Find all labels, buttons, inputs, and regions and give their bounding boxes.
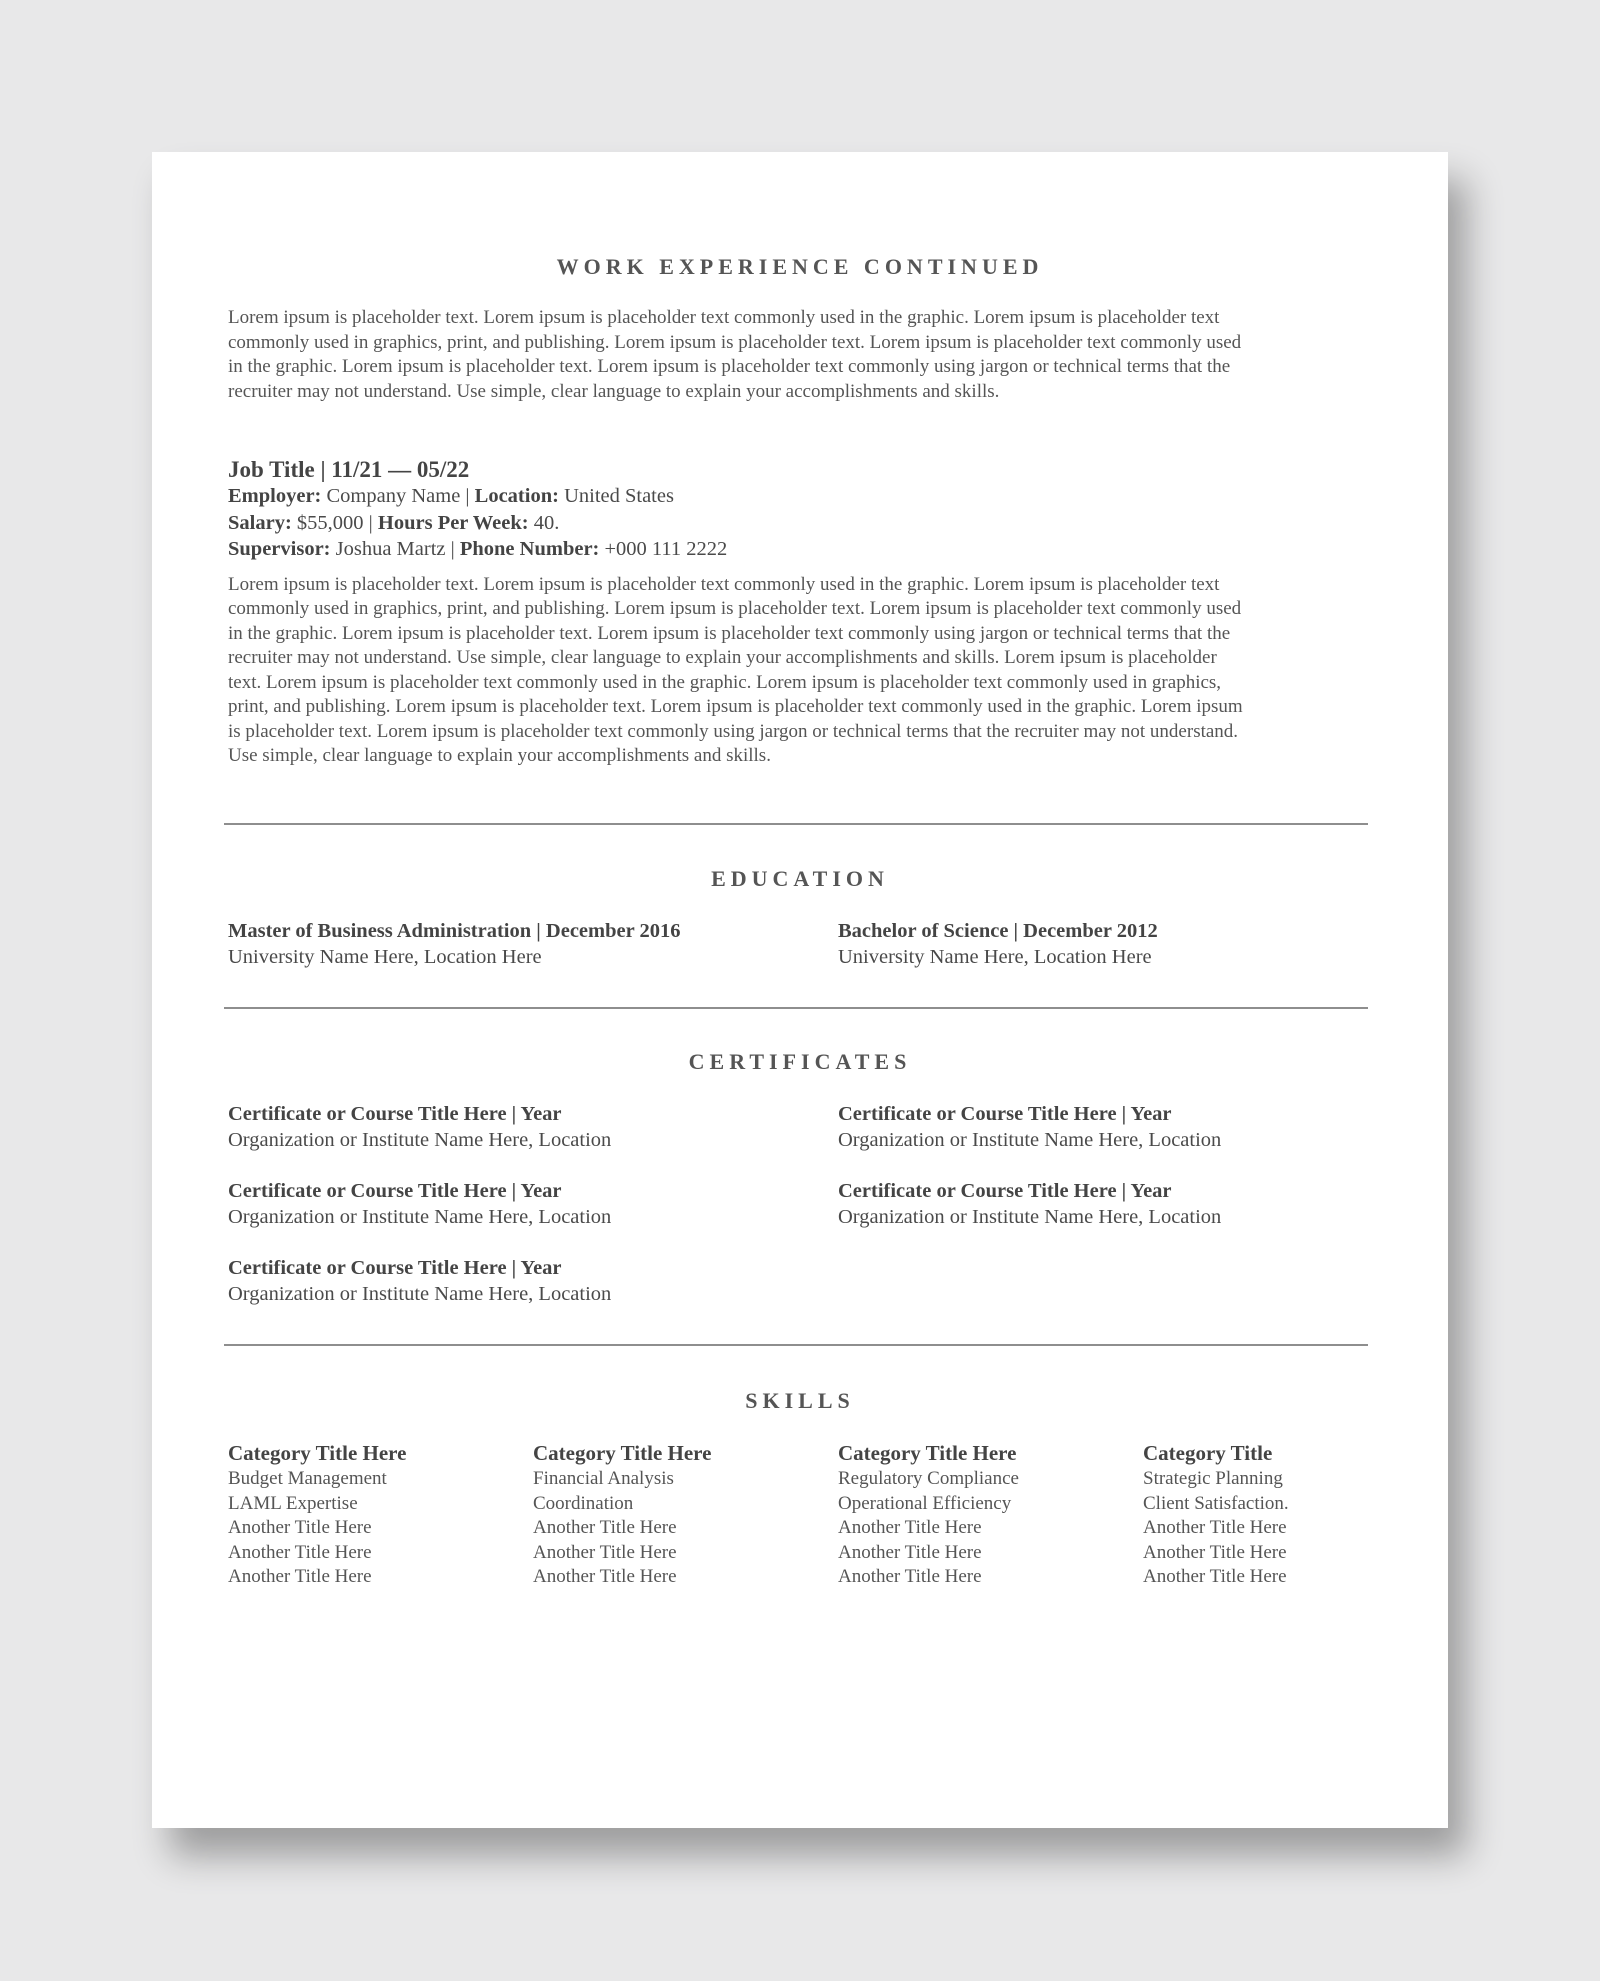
work-intro-line: Lorem ipsum is placeholder text. Lorem ipsum is placeholder text commonly used in the graphic. Lorem ipsum is placeholder text [228, 307, 1220, 328]
certificate-title: Certificate or Course Title Here | Year [838, 1180, 1172, 1202]
skill-item: Another Title Here [533, 1566, 677, 1587]
phone-value: +000 111 2222 [599, 538, 728, 560]
skill-item: Another Title Here [228, 1541, 372, 1563]
skill-item: Another Title Here [228, 1517, 372, 1538]
skill-category-title: Category Title [1143, 1441, 1273, 1465]
certificate-title: Certificate or Course Title Here | Year [838, 1103, 1172, 1125]
skills-columns [228, 1440, 1372, 1590]
salary-value: $55,000 | [291, 511, 378, 534]
certificate-entry [228, 1178, 838, 1230]
hours-label: Hours Per Week: [377, 511, 529, 534]
employer-value: Company Name | [321, 485, 475, 507]
work-intro-line: recruiter may not understand. Use simple, clear language to explain your accomplishments and skills. [228, 380, 1000, 402]
job-salary-line [228, 510, 1372, 537]
skill-category [533, 1440, 838, 1590]
certificate-entry [228, 1101, 838, 1153]
job-employer-line [228, 483, 1372, 510]
skill-category [228, 1440, 533, 1590]
certificate-org: Organization or Institute Name Here, Location [838, 1129, 1222, 1151]
university-line: University Name Here, Location Here [838, 946, 1152, 968]
skill-item: Strategic Planning [1143, 1468, 1283, 1489]
location-label: Location: [474, 485, 559, 507]
skill-item: LAML Expertise [228, 1492, 358, 1514]
work-experience-section [228, 254, 1372, 404]
skill-category-title: Category Title Here [533, 1441, 712, 1465]
divider-certificates [224, 1007, 1368, 1009]
skill-item: Financial Analysis [533, 1468, 674, 1489]
job-desc-line: Lorem ipsum is placeholder text. Lorem ipsum is placeholder text commonly used in the graphic. Lorem ipsum is placeholder text [228, 573, 1220, 595]
certificates-left-column [228, 1101, 838, 1332]
certificate-org: Organization or Institute Name Here, Location [838, 1206, 1222, 1228]
job-desc-line: print, and publishing. Lorem ipsum is placeholder text. Lorem ipsum is placeholder text commonly used in the graphic. Lorem ipsum [228, 696, 1243, 717]
skill-item: Another Title Here [1143, 1566, 1287, 1587]
job-description-paragraph [228, 573, 1372, 769]
university-line: University Name Here, Location Here [228, 946, 542, 968]
skill-item: Another Title Here [838, 1541, 982, 1563]
skill-item: Operational Efficiency [838, 1492, 1012, 1514]
certificates-section [228, 1049, 1372, 1332]
job-desc-line: in the graphic. Lorem ipsum is placeholder text. Lorem ipsum is placeholder text commonly using jargon or technical terms that the [228, 622, 1231, 644]
skill-item: Another Title Here [838, 1566, 982, 1587]
skill-item: Another Title Here [838, 1517, 982, 1538]
certificate-org: Organization or Institute Name Here, Location [228, 1283, 612, 1305]
skill-category-title: Category Title Here [228, 1441, 407, 1465]
skill-item: Regulatory Compliance [838, 1468, 1019, 1489]
skills-section [228, 1388, 1372, 1590]
job-desc-line: Use simple, clear language to explain your accomplishments and skills. [228, 745, 771, 766]
job-desc-line: recruiter may not understand. Use simple, clear language to explain your accomplishments and skills. Lorem ipsum is placeholder [228, 647, 1217, 668]
divider-skills [224, 1344, 1368, 1346]
certificates-right-column [838, 1101, 1372, 1332]
resume-page [152, 152, 1448, 1828]
location-value: United States [558, 485, 674, 507]
job-entry [228, 456, 1372, 769]
job-desc-line: is placeholder text. Lorem ipsum is placeholder text commonly using jargon or technical terms that the recruiter may not understand. [228, 720, 1239, 742]
employer-label: Employer: [228, 485, 322, 507]
degree-title: Bachelor of Science | December 2012 [838, 920, 1158, 942]
job-desc-line: text. Lorem ipsum is placeholder text commonly used in the graphic. Lorem ipsum is placeholder text commonly used in graphics, [228, 671, 1222, 693]
education-entry [228, 918, 838, 970]
skill-item: Another Title Here [533, 1541, 677, 1563]
job-title: Job Title | 11/21 — 05/22 [228, 457, 470, 482]
skill-category-title: Category Title Here [838, 1441, 1017, 1465]
skills-heading: SKILLS [745, 1388, 855, 1413]
certificates-heading: CERTIFICATES [688, 1049, 912, 1074]
certificate-title: Certificate or Course Title Here | Year [228, 1103, 562, 1125]
education-heading: EDUCATION [711, 866, 889, 891]
supervisor-value: Joshua Martz | [330, 538, 460, 560]
salary-label: Salary: [228, 511, 292, 534]
skill-item: Another Title Here [1143, 1541, 1287, 1563]
skill-item: Another Title Here [1143, 1517, 1287, 1538]
certificate-entry [838, 1178, 1372, 1230]
degree-title: Master of Business Administration | December 2016 [228, 920, 681, 942]
skill-item: Coordination [533, 1492, 634, 1514]
work-intro-paragraph [228, 306, 1372, 404]
skill-item: Another Title Here [533, 1517, 677, 1538]
skill-item: Another Title Here [228, 1566, 372, 1587]
education-section [228, 866, 1372, 970]
skill-item: Budget Management [228, 1468, 387, 1489]
work-experience-heading: WORK EXPERIENCE CONTINUED [556, 254, 1044, 279]
certificate-title: Certificate or Course Title Here | Year [228, 1180, 562, 1202]
certificate-title: Certificate or Course Title Here | Year [228, 1257, 562, 1279]
job-desc-line: commonly used in graphics, print, and publishing. Lorem ipsum is placeholder text. Lorem ipsum is placeholder text commonly used [228, 598, 1242, 619]
hours-value: 40. [528, 511, 560, 534]
skill-category [1143, 1440, 1372, 1590]
work-intro-line: in the graphic. Lorem ipsum is placeholder text. Lorem ipsum is placeholder text commonly using jargon or technical terms that the [228, 356, 1231, 377]
certificates-columns [228, 1101, 1372, 1332]
education-entry [838, 918, 1372, 970]
skill-category [838, 1440, 1143, 1590]
divider-education [224, 823, 1368, 825]
job-supervisor-line [228, 536, 1372, 563]
certificate-entry [228, 1255, 838, 1307]
work-intro-line: commonly used in graphics, print, and publishing. Lorem ipsum is placeholder text. Lorem ipsum is placeholder text commonly used [228, 331, 1242, 353]
supervisor-label: Supervisor: [228, 538, 331, 560]
certificate-org: Organization or Institute Name Here, Location [228, 1129, 612, 1151]
education-columns [228, 918, 1372, 970]
phone-label: Phone Number: [459, 538, 600, 560]
skill-item: Client Satisfaction. [1143, 1492, 1289, 1514]
certificate-entry [838, 1101, 1372, 1153]
certificate-org: Organization or Institute Name Here, Location [228, 1206, 612, 1228]
